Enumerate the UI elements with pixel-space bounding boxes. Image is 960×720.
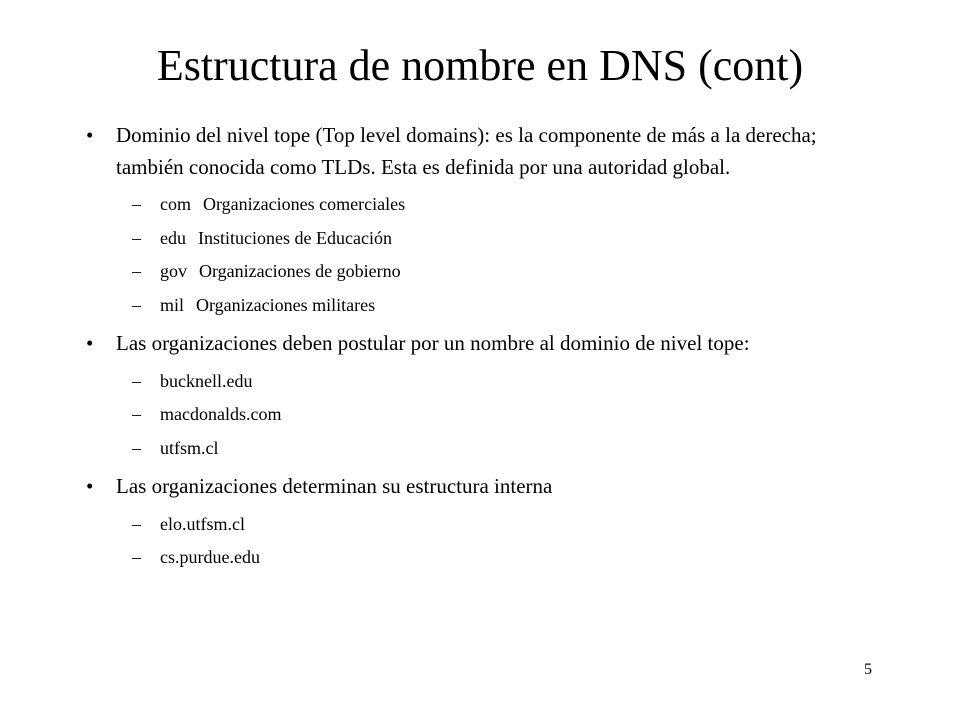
tld-code: edu [160,227,186,248]
bullet-item [78,120,878,183]
tld-description: Organizaciones comerciales [203,194,406,214]
sub-list [78,508,878,575]
bullet-marker: • [86,474,94,498]
sub-item [78,188,878,222]
dash-marker: – [132,547,141,567]
bullet-text: Dominio del nivel tope (Top level domains): es la componente de más a la derecha; también conocida como TLDs. Esta es definida por una autoridad global. [116,123,817,179]
tld-description: Organizaciones de gobierno [199,261,401,281]
domain-example: macdonalds.com [160,404,282,424]
sub-list [78,365,878,466]
dash-marker: – [132,370,141,391]
bullet-item [78,328,878,360]
dash-marker: – [132,513,141,534]
dash-marker: – [132,194,141,214]
sub-item [78,398,878,432]
slide-title: Estructura de nombre en DNS (cont) [156,41,804,90]
sub-list [78,188,878,322]
tld-code: com [160,194,191,214]
bullet-text: Las organizaciones determinan su estructura interna [116,474,553,498]
domain-example: elo.utfsm.cl [160,513,245,534]
sub-item [78,432,878,466]
sub-item [78,255,878,289]
sub-item [78,541,878,575]
tld-description: Instituciones de Educación [198,227,392,248]
bullet-marker: • [86,123,94,147]
sub-item [78,289,878,323]
domain-example: utfsm.cl [160,437,219,458]
page-number: 5 [864,661,872,678]
tld-description: Organizaciones militares [196,294,376,315]
slide-content [78,120,878,581]
tld-code: gov [160,261,187,281]
sub-item [78,222,878,256]
dash-marker: – [132,227,141,248]
bullet-text: Las organizaciones deben postular por un nombre al dominio de nivel tope: [116,331,750,355]
domain-example: bucknell.edu [160,370,253,391]
dash-marker: – [132,294,141,315]
bullet-marker: • [86,331,94,355]
sub-item [78,508,878,542]
dash-marker: – [132,437,141,458]
dash-marker: – [132,404,141,424]
bullet-item [78,471,878,503]
sub-item [78,365,878,399]
tld-code: mil [160,294,185,315]
dash-marker: – [132,261,141,281]
domain-example: cs.purdue.edu [160,547,260,567]
